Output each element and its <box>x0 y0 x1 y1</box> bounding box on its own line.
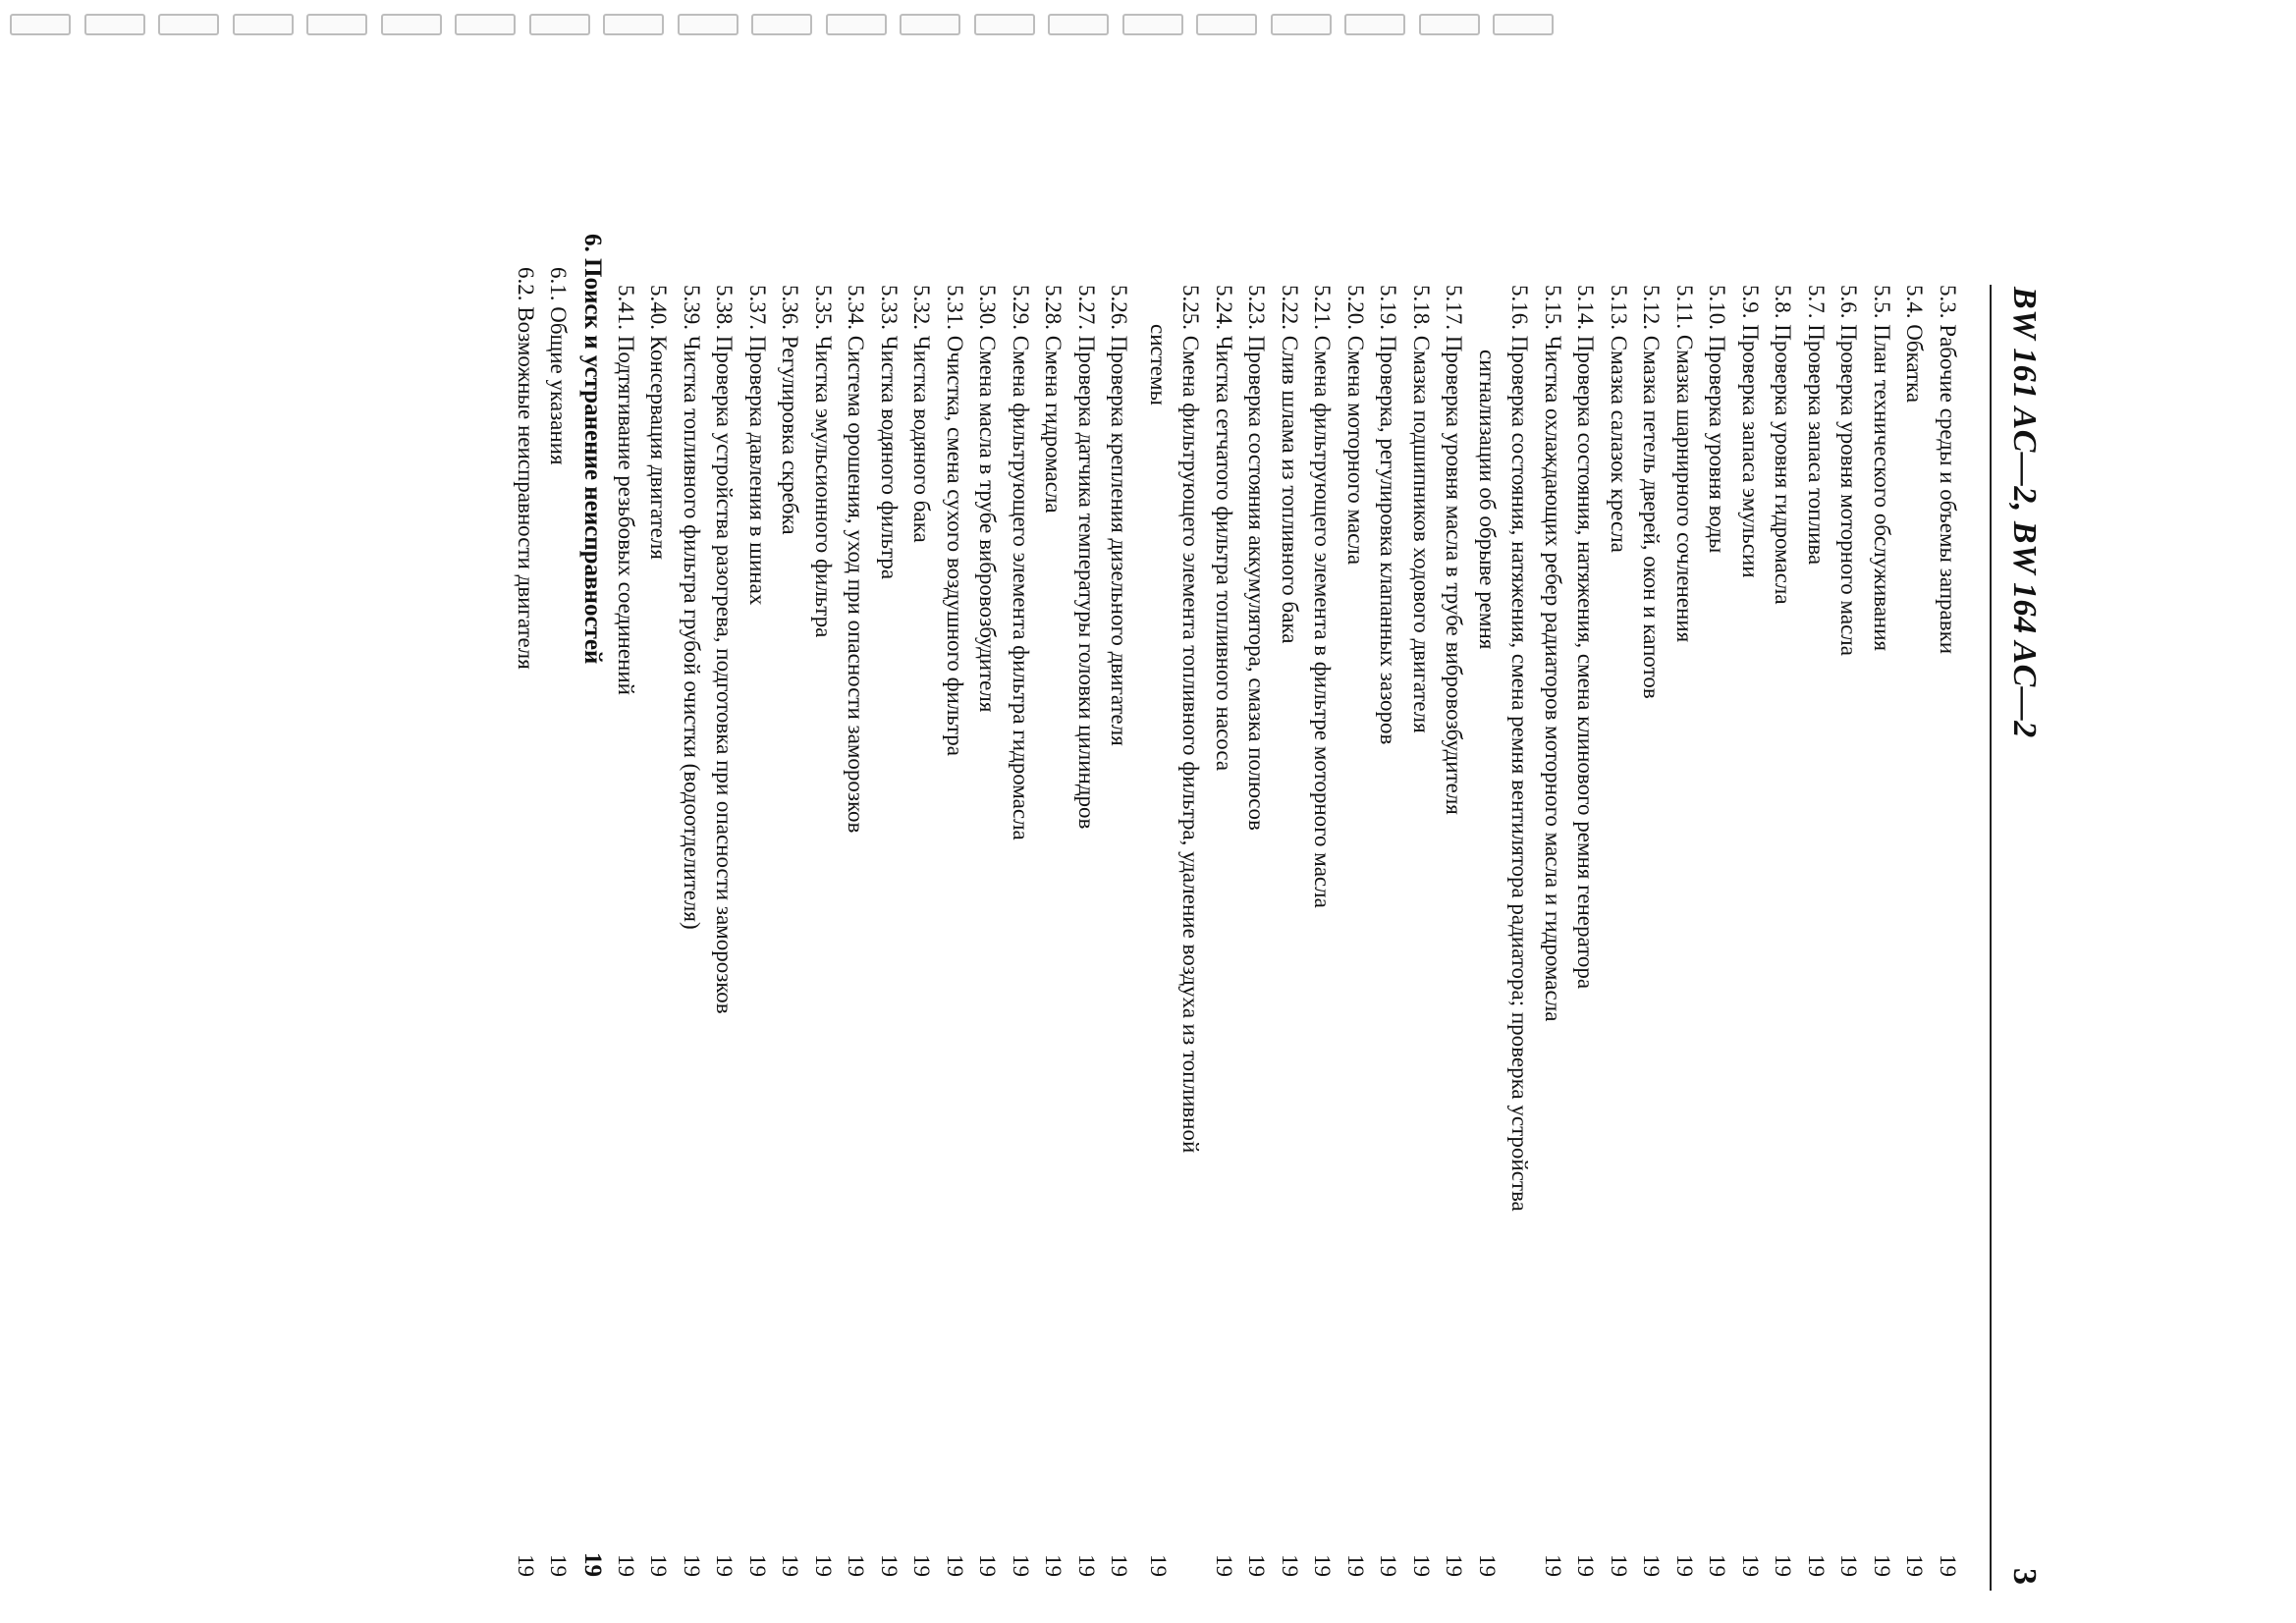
toc-entry-page: 19 <box>909 1554 935 1577</box>
toc-entry-page: 19 <box>1146 1554 1171 1577</box>
toc-entry-title: 6.1. Общие указания <box>546 267 572 465</box>
toc-entry-page: 19 <box>1836 1554 1862 1577</box>
toc-entry <box>971 285 1005 1591</box>
toc-entry-page: 19 <box>1442 1554 1467 1577</box>
toc-entry <box>610 285 643 1591</box>
toc-entry-page: 19 <box>1310 1554 1336 1577</box>
toc-entry <box>1898 285 1932 1591</box>
toc-entry-title: системы <box>1146 324 1171 406</box>
toc-entry <box>510 267 543 1591</box>
rotated-page <box>514 234 2052 1591</box>
toc-entry-page: 19 <box>1573 1554 1599 1577</box>
toc-entry-page: 19 <box>1278 1554 1302 1577</box>
toc-entry <box>1142 285 1175 1591</box>
toc-entry-title: 5.4. Обкатка <box>1902 285 1928 404</box>
toc-entry-page: 19 <box>546 1554 572 1577</box>
binder-hole <box>1122 14 1183 35</box>
toc-entry-page: 19 <box>1936 1554 1960 1577</box>
toc-entry-title: 5.32. Чистка водяного бака <box>909 285 935 543</box>
toc-entry-page: 19 <box>1738 1554 1763 1577</box>
toc-entry-page: 19 <box>1541 1554 1565 1577</box>
toc-entry-title: 5.7. Проверка запаса топлива <box>1804 285 1829 566</box>
toc-entry <box>807 285 841 1591</box>
document-title: BW 161 AC—2, BW 164 AC—2 <box>2006 287 2043 738</box>
toc-entry <box>1701 285 1734 1591</box>
toc-entry <box>676 285 709 1591</box>
toc-entry-title: 5.14. Проверка состояния, натяжения, смена клинового ремня генератора <box>1573 285 1599 990</box>
toc-entry-title: 5.12. Смазка петель дверей, окон и капотов <box>1639 285 1665 699</box>
toc-entry-page: 19 <box>745 1554 770 1577</box>
binder-hole <box>1271 14 1332 35</box>
toc-entry-page: 19 <box>514 1554 538 1577</box>
toc-entry <box>1932 285 1965 1591</box>
binder-hole <box>306 14 367 35</box>
toc-entry-title: 5.40. Консервация двигателя <box>646 285 672 560</box>
binder-hole <box>381 14 442 35</box>
toc-entry <box>1569 285 1603 1591</box>
toc-entry-page: 19 <box>1672 1554 1697 1577</box>
toc-entry-page: 19 <box>811 1554 836 1577</box>
toc-entry-title: 6. Поиск и устранение неисправностей <box>579 234 607 665</box>
toc-entry-title: 5.3. Рабочие среды и объемы заправки <box>1936 285 1960 655</box>
toc-entry <box>1208 285 1241 1591</box>
toc-entry-title: 5.39. Чистка топливного фильтра грубой очистки (водоотделителя) <box>680 285 704 930</box>
toc-entry <box>1800 285 1833 1591</box>
toc-entry-page: 19 <box>1009 1554 1033 1577</box>
toc-entry-title: 5.38. Проверка устройства разогрева, подготовка при опасности заморозков <box>712 285 738 1014</box>
toc-entry <box>774 285 807 1591</box>
toc-entry-page: 19 <box>1804 1554 1829 1577</box>
toc-entry-title: 5.11. Смазка шарнирного сочленения <box>1672 285 1697 643</box>
toc-entry <box>1603 285 1636 1591</box>
binder-hole <box>678 14 738 35</box>
toc-entry-title: 5.15. Чистка охлаждающих ребер радиаторов моторного масла и гидромасла <box>1541 285 1565 1022</box>
binder-hole <box>529 14 590 35</box>
binder-hole <box>455 14 516 35</box>
toc-entry-title: 5.25. Смена фильтрующего элемента топливного фильтра, удаление воздуха из топливной <box>1178 285 1204 1154</box>
toc-entry-title: 5.18. Смазка подшипников ходового двигателя <box>1409 285 1434 733</box>
toc-entry-title: 5.26. Проверка крепления дизельного двигателя <box>1107 285 1132 746</box>
toc-entry-page: 19 <box>1870 1554 1894 1577</box>
binder-hole <box>603 14 664 35</box>
header-rule <box>1990 285 1992 1591</box>
toc-entry-title: 5.34. Система орошения, уход при опасности заморозков <box>844 285 869 834</box>
toc-entry-title: 5.6. Проверка уровня моторного масла <box>1836 285 1862 656</box>
table-of-contents <box>510 234 1965 1591</box>
toc-entry-title: 5.23. Проверка состояния аккумулятора, смазка полюсов <box>1244 285 1270 831</box>
toc-entry-title: 5.27. Проверка датчика температуры головки цилиндров <box>1074 285 1099 830</box>
toc-entry-title: 5.24. Чистка сетчатого фильтра топливного насоса <box>1212 285 1236 772</box>
toc-entry-title: 6.2. Возможные неисправности двигателя <box>514 267 538 670</box>
toc-entry-page: 19 <box>1343 1554 1368 1577</box>
toc-entry-title: 5.21. Смена фильтрующего элемента в фильтре моторного масла <box>1310 285 1336 908</box>
toc-entry <box>1005 285 1038 1591</box>
toc-entry <box>873 285 906 1591</box>
toc-entry-page: 19 <box>1607 1554 1631 1577</box>
toc-entry-page: 19 <box>778 1554 803 1577</box>
toc-entry <box>542 267 575 1591</box>
toc-entry-title: 5.22. Слив шлама из топливного бака <box>1278 285 1302 644</box>
toc-entry-page: 19 <box>844 1554 869 1577</box>
toc-entry <box>1240 285 1274 1591</box>
toc-entry-page: 19 <box>1409 1554 1434 1577</box>
toc-entry-page: 19 <box>1639 1554 1665 1577</box>
toc-entry-title: 5.30. Смена масла в трубе вибровозбудителя <box>975 285 1001 713</box>
toc-entry-title: 5.9. Проверка запаса эмульсии <box>1738 285 1763 578</box>
toc-entry-title: 5.20. Смена моторного масла <box>1343 285 1368 566</box>
toc-entry-title: 5.19. Проверка, регулировка клапанных зазоров <box>1376 285 1401 745</box>
toc-entry-page: 19 <box>579 1552 607 1577</box>
toc-entry-title: 5.16. Проверка состояния, натяжения, смена ремня вентилятора радиатора; проверка устройства <box>1507 285 1533 1212</box>
binder-hole <box>1493 14 1554 35</box>
binder-hole <box>1419 14 1480 35</box>
toc-entry <box>1866 285 1899 1591</box>
toc-entry-page: 19 <box>1376 1554 1401 1577</box>
toc-entry-title: 5.8. Проверка уровня гидромасла <box>1771 285 1796 605</box>
toc-entry-title: 5.13. Смазка салазок кресла <box>1607 285 1631 553</box>
toc-entry-title: 5.29. Смена фильтрующего элемента фильтра гидромасла <box>1009 285 1033 840</box>
toc-entry <box>1503 285 1537 1591</box>
toc-entry-page: 19 <box>1771 1554 1796 1577</box>
toc-entry <box>1070 285 1104 1591</box>
toc-entry <box>1767 285 1800 1591</box>
toc-entry-title: 5.17. Проверка уровня масла в трубе вибровозбудителя <box>1442 285 1467 815</box>
toc-entry <box>642 285 676 1591</box>
binder-hole <box>84 14 145 35</box>
toc-entry <box>1734 285 1768 1591</box>
toc-entry-page: 19 <box>1074 1554 1099 1577</box>
toc-entry-page: 19 <box>646 1554 672 1577</box>
toc-entry-title: сигнализации об обрыве ремня <box>1475 350 1500 650</box>
binder-hole <box>1344 14 1405 35</box>
toc-entry <box>1175 285 1208 1591</box>
toc-entry <box>741 285 775 1591</box>
toc-entry-page: 19 <box>1902 1554 1928 1577</box>
toc-entry <box>1274 285 1307 1591</box>
toc-entry-page: 19 <box>1041 1554 1066 1577</box>
page-number: 3 <box>2006 1568 2043 1585</box>
toc-entry-title: 5.41. Подтягивание резьбовых соединений <box>614 285 638 695</box>
toc-entry-title: 5.31. Очистка, смена сухого воздушного фильтра <box>943 285 967 756</box>
toc-entry-title: 5.28. Смена гидромасла <box>1041 285 1066 514</box>
toc-entry <box>1103 285 1136 1591</box>
toc-entry-page: 19 <box>877 1554 902 1577</box>
binder-hole <box>751 14 812 35</box>
toc-entry-page: 19 <box>614 1554 638 1577</box>
toc-entry <box>708 285 741 1591</box>
toc-entry-page: 19 <box>975 1554 1001 1577</box>
toc-entry <box>939 285 972 1591</box>
toc-entry <box>1037 285 1070 1591</box>
toc-entry <box>1635 285 1668 1591</box>
toc-entry <box>1438 285 1471 1591</box>
binder-hole <box>826 14 887 35</box>
toc-entry <box>1306 285 1339 1591</box>
toc-entry-page: 19 <box>1475 1554 1500 1577</box>
toc-entry-title: 5.36. Регулировка скребка <box>778 285 803 535</box>
toc-entry <box>840 285 873 1591</box>
toc-entry <box>1405 285 1439 1591</box>
toc-entry-title: 5.5. План технического обслуживания <box>1870 285 1894 652</box>
binder-hole <box>900 14 960 35</box>
toc-entry <box>1668 285 1702 1591</box>
toc-entry-page: 19 <box>1212 1554 1236 1577</box>
binder-hole <box>974 14 1035 35</box>
binder-hole <box>233 14 294 35</box>
toc-entry <box>1339 285 1373 1591</box>
toc-entry-title: 5.35. Чистка эмульсионного фильтра <box>811 285 836 638</box>
toc-entry-page: 19 <box>943 1554 967 1577</box>
toc-entry-page: 19 <box>1107 1554 1132 1577</box>
binder-hole <box>1048 14 1109 35</box>
binder-hole <box>10 14 71 35</box>
binder-hole <box>1196 14 1257 35</box>
toc-entry-page: 19 <box>680 1554 704 1577</box>
toc-entry-title: 5.37. Проверка давления в шинах <box>745 285 770 606</box>
toc-entry <box>1537 285 1570 1591</box>
toc-entry <box>575 234 610 1591</box>
binder-holes <box>0 14 2296 39</box>
page-header <box>1984 285 2052 1591</box>
toc-entry <box>1372 285 1405 1591</box>
toc-entry <box>1471 285 1504 1591</box>
toc-entry-page: 19 <box>712 1554 738 1577</box>
toc-entry-title: 5.33. Чистка водяного фильтра <box>877 285 902 580</box>
toc-entry-page: 19 <box>1244 1554 1270 1577</box>
toc-entry-page: 19 <box>1705 1554 1730 1577</box>
binder-hole <box>158 14 219 35</box>
toc-entry <box>905 285 939 1591</box>
toc-entry-title: 5.10. Проверка уровня воды <box>1705 285 1730 554</box>
toc-entry <box>1832 285 1866 1591</box>
